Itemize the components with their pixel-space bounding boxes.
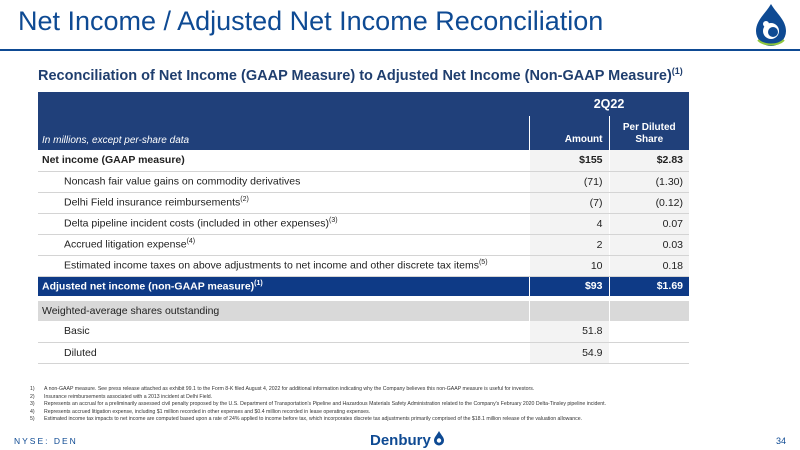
row-per-share [609, 342, 689, 363]
row-label: Noncash fair value gains on commodity derivatives [38, 171, 529, 192]
adjustment-row [38, 255, 689, 276]
page-title: Net Income / Adjusted Net Income Reconciliation [18, 6, 604, 36]
denbury-drop-icon [748, 2, 794, 48]
row-per-share: $2.83 [609, 150, 689, 171]
title-divider [0, 49, 800, 51]
footnote: 5) Estimated income tax impacts to net income are computed based upon a rate of 24% applied to income before tax, which incorporates discrete tax adjustments primarily comprised of the $18.1 million release of the valuation allowance. [30, 416, 583, 423]
period-label: 2Q22 [529, 92, 689, 116]
stock-ticker: NYSE: DEN [14, 436, 78, 446]
subtitle-note: (1) [671, 66, 683, 76]
shares-header-blank [609, 301, 689, 321]
shares-header-row [38, 301, 689, 321]
row-amount: 54.9 [529, 342, 609, 363]
shares-header-blank [529, 301, 609, 321]
row-amount: (7) [529, 192, 609, 213]
row-per-share: 0.03 [609, 234, 689, 255]
adjustment-row [38, 192, 689, 213]
row-amount: 4 [529, 213, 609, 234]
row-label: Adjusted net income (non-GAAP measure)$^{(1)}$ [38, 276, 529, 296]
row-per-share [609, 321, 689, 342]
table-subtitle [38, 66, 683, 84]
row-amount: (71) [529, 171, 609, 192]
column-header-row [38, 116, 689, 150]
denbury-drop-small-icon [433, 431, 445, 450]
row-label: Accrued litigation expense$^{(4)}$ [38, 234, 529, 255]
footnote: 3) Represents an accrual for a preliminarily assessed civil penalty proposed by the U.S. Department of Transportation's Pipeline and Hazardous Materials Safety Administration related to the Company's February 2020 Delta-Tinsley pipeline incident. [30, 401, 607, 408]
row-amount: $155 [529, 150, 609, 171]
amount-column-header: Amount [529, 116, 609, 150]
row-label: Diluted [38, 342, 529, 363]
adjustment-row [38, 234, 689, 255]
adjustment-row [38, 213, 689, 234]
row-label: Estimated income taxes on above adjustments to net income and other discrete tax items$^{(5)}$ [38, 255, 529, 276]
footnote: 2) Insurance reimbursements associated with a 2013 incident at Delhi Field. [30, 393, 213, 400]
row-label: Net income (GAAP measure) [38, 150, 529, 171]
header-blank [38, 92, 529, 116]
units-note: In millions, except per-share data [38, 116, 529, 150]
adjustment-row [38, 171, 689, 192]
brand-logo [370, 431, 445, 450]
row-per-share: $1.69 [609, 276, 689, 296]
adjusted-net-income-row [38, 276, 689, 296]
footnote: 4) Represents accrued litigation expense, including $1 million recorded in other expenses and $0.4 million recorded in lease operating expenses. [30, 408, 371, 415]
shares-row [38, 342, 689, 363]
subtitle-text: Reconciliation of Net Income (GAAP Measure) to Adjusted Net Income (Non-GAAP Measure) [38, 67, 672, 84]
net-income-row [38, 150, 689, 171]
shares-row [38, 321, 689, 342]
row-per-share: 0.18 [609, 255, 689, 276]
footnote: 1) A non-GAAP measure. See press release attached as exhibit 99.1 to the Form 8-K filed August 4, 2022 for additional information indicating why the Company believes this non-GAAP measure is useful for investors. [30, 386, 535, 392]
row-per-share: 0.07 [609, 213, 689, 234]
row-label: Delta pipeline incident costs (included in other expenses)$^{(3)}$ [38, 213, 529, 234]
row-per-share: (1.30) [609, 171, 689, 192]
per-share-column-header: Per Diluted Share [609, 116, 689, 150]
footnotes [30, 386, 790, 424]
row-amount: 51.8 [529, 321, 609, 342]
reconciliation-table [38, 92, 689, 364]
row-label: Delhi Field insurance reimbursements$^{(2)}$ [38, 192, 529, 213]
row-amount: 10 [529, 255, 609, 276]
period-header-row [38, 92, 689, 116]
shares-header-label: Weighted-average shares outstanding [38, 301, 529, 321]
row-per-share: (0.12) [609, 192, 689, 213]
row-label: Basic [38, 321, 529, 342]
row-amount: $93 [529, 276, 609, 296]
brand-name: Denbury [370, 432, 431, 449]
row-amount: 2 [529, 234, 609, 255]
page-number: 34 [775, 436, 786, 446]
